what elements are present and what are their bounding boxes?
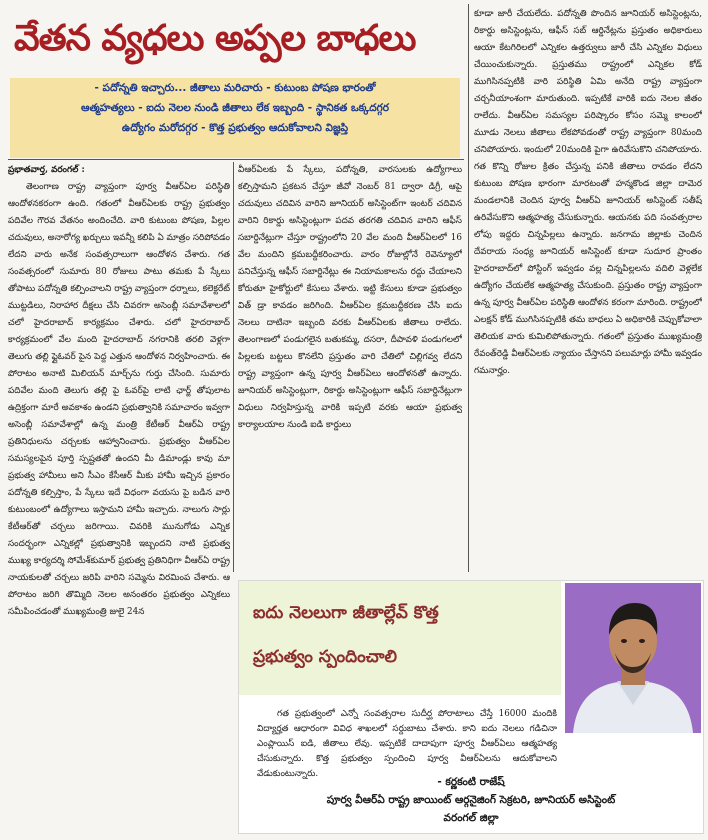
article-column-1 [8,162,230,830]
article-text: వీఆర్ఏలకు పే స్కేలు, పదోన్నతి, వారసులకు ఉద్యోగాలు కల్పిస్తామని ప్రకటన చేస్తూ జీవో నెంబర్ 81 ద్వారా డిగ్రీ, ఆపై చదువులు చదివిన వారిని జూనియర్ అసిస్టెంట్‌గా ఇంటర్ చదివిన వారిని రికార్డు అసిస్టెంట్లుగా పదవ తరగతి చదివిన వారిని ఆఫీస్ సబార్డినేట్లుగా చేస్తూ రాష్ట్రంలోని 20 వేల మంది వీఆర్ఏలలో 16 వేల మందిని క్రమబద్దీకరించారు. వారం రోజుల్లోనే రెవెన్యూలో పనిచేస్తున్న ఆఫీస్ సబార్డినేట్లు ఈ నియామకాలను రద్దు చేయాలని కోరుతూ హైకోర్టులో కేసులు వేశారు. ఇట్టి కేసులు కూడా ప్రభుత్వం విత్ డ్రా కావడం జరిగింది. వీఆర్ఏల క్రమబద్దీకరణ చేసి ఐదు నెలలు దాటినా ఇబ్బంది వరకు వీఆర్ఏలకు జీతాలు రాలేదు. తెలంగాణలో పండుగలైన బతుకమ్మ, దసరా, దీపావళి పండుగలలో పిల్లలకు బట్టలు కొనలేని ప్రస్తుతం వారి చేతిలో చిల్లిగవ్వ లేదని రాష్ట్ర వ్యాప్తంగా ఉన్న పూర్వ వీఆర్ఏలు ఆందోళనతో ఉన్నారు. జూనియర్ అసిస్టెంట్లుగా, రికార్డు అసిస్టెంట్లుగా ఆఫీస్ సబార్డినేట్లుగా విధులు నిర్వహిస్తున్న వారికి ఇప్పటి వరకు ఆయా ప్రభుత్వ కార్యాలయాల నుండి ఐడి కార్డులు [238,165,462,430]
article-text: కూడా జారీ చేయలేదు. పదోన్నతి పొందిన జూనియర్ అసిస్టెంట్లను, రికార్డు అసిస్టెంట్లను, ఆఫీస్ సబ్ ఆర్డినేట్లను ప్రస్తుతం అధికారులు ఆయా కేటగిరిలలో ఎన్నికల ఉత్తర్వులు జారీ చేసి ఎన్నికల విధులు చేయించుకున్నారు. ప్రస్తుతము రాష్ట్రంలో ఎన్నికల కోడ్ ముగిసినప్పటికి వారి పరిస్థితి ఏమి అనేది రాష్ట్ర వ్యాప్తంగా చర్చనీయాంశంగా మారుతుంది. ఇప్పటికే వారికి ఐదు నెలల జీతం రాలేదు. వీఆర్ఏల సమస్యల పరిష్కారం కోసం సమ్మె కాలంలో మూడు నెలలు జీతాలు లేకపోవడంతో రాష్ట్ర వ్యాప్తంగా 80మంది చనిపోయారు. ఇందులో 20మందికి పైగా ఉరివేసుకొని చనిపోయారు. గత కొన్ని రోజుల క్రితం చేస్తున్న పనికి జీతాలు రావడం లేదని కుటుంబ పోషణ భారంగా మారటంతో హన్మకొండ జిల్లా దామెర మండలానికి చెందిన పూర్వ వీఆర్ఏ జూనియర్ అసిస్టెంట్ సతీష్ ఉరివేసుకొని ఆత్మహత్య చేసుకున్నారు. ఆయనకు పది సంవత్సరాల లోపు ఇద్దరు చిన్నపిల్లలు ఉన్నారు. జనగామ జిల్లాకు చెందిన దేవరాయ సంధ్య జూనియర్ అసిస్టెంట్ కూడా సుదూర ప్రాంతం హైదరాబాద్‌లో పోస్టింగ్ ఇవ్వడం వల్ల చిన్నపిల్లలను వదిలి వెళ్లలేక ఉద్యోగం చేయలేక ఆత్మహత్య చేసుకుంది. ప్రస్తుతం రాష్ట్ర వ్యాప్తంగా ఉన్న పూర్వ వీఆర్ఏల పరిస్థితి ఆందోళన కరంగా మారింది. రాష్ట్రంలో ఎలక్షన్ కోడ్ ముగిసినప్పటికి తమ బాధలు ఏ అధికారికి చెప్పుకోవాలా తెలియక వారు కుమిలిపోతున్నారు. గతంలో ప్రస్తుతం ముఖ్యమంత్రి రేవంత్‌రెడ్డి వీఆర్ఏలకు న్యాయం చేస్తానని పలుమార్లు హామీ ఇవ్వడం గమనార్హం. [474,9,702,376]
quote-box-title-line-1: ఐదు నెలలుగా జీతాల్లేవ్ కొత్త [253,603,439,623]
column-divider [233,162,234,572]
quote-box-title [239,581,561,679]
quote-box-title-line-2: ప్రభుత్వం స్పందించాలి [253,647,397,667]
divider-horizontal [8,159,464,160]
quote-box-text: గత ప్రభుత్వంలో ఎన్నో సంవత్సరాల సుదీర్ఘ పోరాటాలు చేస్తే 16000 మందికి విద్యార్హత ఆధారంగా వివిధ శాఖలలో సర్దుబాటు చేశారు. కాని ఐదు నెలలు గడిచినా ఎంప్లాయిస్ ఐడి, జీతాలు లేవు. ఇప్పటికే దాదాపుగా పూర్వ వీఆర్ఏలు ఆత్మహత్య చేసుకున్నారు. కొత్త ప్రభుత్వం స్పందించి పూర్వ వీఆర్ఏలను ఆదుకోవాలని వేడుకుంటున్నారు. [257,709,557,779]
deck-line-3: ఉద్యోగం మరోదగ్గర - కొత్త ప్రభుత్వం ఆదుకోవాలని విజ్ఞప్తి [121,122,349,134]
author-designation: పూర్వ వీఆర్ఏ రాష్ట్ర జాయింట్ ఆర్గనైజింగ్ సెక్రటరి, జూనియర్ అసిస్టెంట్ [326,794,616,806]
deck-line-2: ఆత్మహత్యలు - ఐదు నెలల నుండి జీతాలు లేక ఇబ్బంది - స్థానికత ఒక్కదగ్గర [80,102,389,114]
deck-line-1: - పదోన్నతి ఇచ్చారు... జీతాలు మరిచారు - కుటుంబ పోషణ భారంతో [94,82,376,94]
dateline: ప్రభాతవార్త, వరంగల్ : [8,165,85,175]
author-photo [565,583,701,733]
article-text: తెలంగాణ రాష్ట్ర వ్యాప్తంగా పూర్వ వీఆర్ఏల పరిస్థితి ఆందోళనకరంగా ఉంది. గతంలో వీఆర్ఏలకు రాష్ట్ర ప్రభుత్వం పదివేల గౌరవ వేతనం అందించేది. వారి కుటుంబ పోషణ, పిల్లల చదువులు, అనారోగ్య ఖర్చులు ఇవన్నీ కలిపి ఏ మాత్రం సరిపోవడం లేదని వారు అనేక సంవత్సరాలుగా ఆందోళన చేశారు. గత సంవత్సరంలో సుమారు 80 రోజులు పాటు తమకు పే స్కేలు తోపాటు పదోన్నతి కల్పించాలని రాష్ట్ర వ్యాప్తంగా ధర్నాలు, కలెక్టరేట్ ముట్టడిలు, నిరాహార దీక్షలు చేసి చివరగా అసెంబ్లీ సమావేశాలలో చలో హైదరాబాద్ కార్యక్రమం చేశారు. చలో హైదరాబాద్ కార్యక్రమంలో వేల మంది హైదరాబాద్ నగరానికి తరలి వెళ్లగా తెలుగు తల్లి ఫ్లైఓవర్ పైన పెద్ద ఎత్తున ఆందోళన నిర్వహించారు. ఈ పోరాటం అనాటి మిలియన్ మార్చ్‌ను గుర్తు చేసింది. సుమారు పదివేల మంది తెలుగు తల్లి పై ఓవర్‌పై లాటి ఛార్జ్ తోపులాట ఉద్రిక్తంగా మారే అవకాశం ఉండని ప్రభుత్వానికి సమాచారం ఇవ్వగా అసెంబ్లీ సమావేశాల్లో ఉన్న మంత్రి కేటీఆర్ వీఆర్ఏ రాష్ట్ర ప్రతినిధులను చర్చలకు ఆహ్వానించారు. ప్రభుత్వం వీఆర్ఏల సమస్యలపైన పూర్తి స్పష్టతతో ఉందని మీ డిమాండ్లు కావు మా ప్రభుత్వ హామీలు అని సీఎం కేసీఆర్ మీకు హామీ ఇచ్చిన ప్రకారం పదోన్నతి కల్పిస్తాం, పే స్కేలు ఇదే విధంగా వయసు పై బడిన వారి కుటుంబంలో ఉద్యోగాలు ఇస్తామని హామీ ఇచ్చారు. నాలుగు సార్లు కేటీఆర్‌తో చర్చలు జరిగాయి. చివరికి మునుగోడు ఎన్నిక సందర్భంగా ఎన్నికల్లో ప్రభుత్వానికి ఇబ్బందని నాటి ప్రభుత్వ ముఖ్య కార్యదర్శి సోమేశ్‌కుమార్ ప్రభుత్వ ప్రతినిధిగా వీఆర్ఏ రాష్ట్ర నాయకులతో చర్చలు జరిపి వారిని సమ్మెను విరమింప చేశారు. ఆ పోరాటం జరిగి తొమ్మిది నెలల అనంతరం ప్రభుత్వం ఎన్నికలు సమీపించడంతో ముఖ్యమంత్రి జులై 24న [8,182,230,617]
person-portrait-icon [565,583,701,733]
author-district: వరంగల్ జిల్లా [443,812,499,824]
headline: వేతన వ్యధలు అప్పల బాధలు [14,18,416,59]
author-name: - కర్ణకంటి రాజేష్ [437,776,505,788]
article-column-3 [474,6,702,562]
subheadline-deck [10,78,460,158]
quote-box-header [239,581,561,695]
article-column-2 [238,162,462,562]
quote-box [238,580,704,834]
column-divider [468,4,469,572]
